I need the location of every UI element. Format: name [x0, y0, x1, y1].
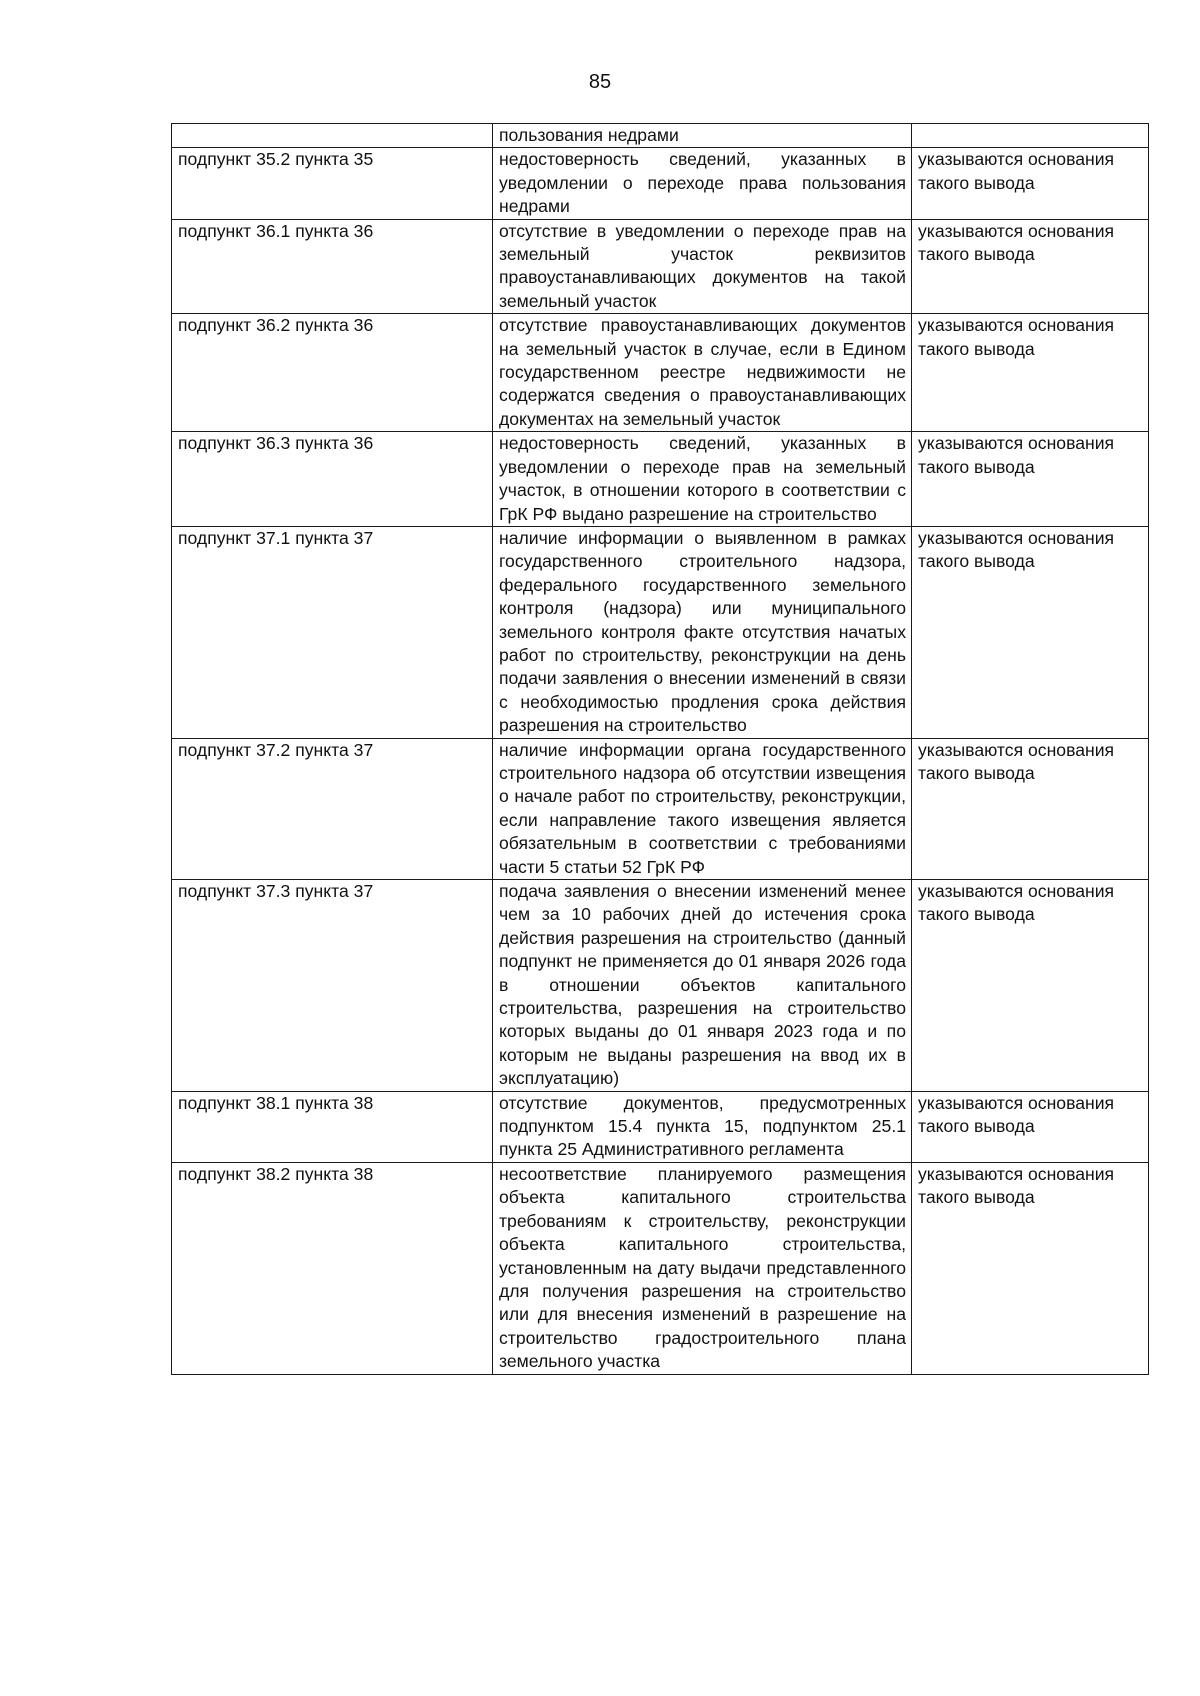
row-basis: указываются основания такого вывода	[912, 314, 1149, 432]
row-description: пользования недрами	[493, 124, 912, 148]
row-description: недостоверность сведений, указанных в уведомлении о переходе права пользования недрами	[493, 148, 912, 219]
row-description: отсутствие правоустанавливающих документов на земельный участок в случае, если в Едином государственном реестре недвижимости не содержатся сведения о правоустанавливающих документах на земельный участок	[493, 314, 912, 432]
table-row	[172, 738, 1149, 879]
row-reference: подпункт 37.2 пункта 37	[172, 738, 493, 879]
table-row	[172, 148, 1149, 219]
row-reference: подпункт 36.1 пункта 36	[172, 219, 493, 314]
table-row	[172, 1091, 1149, 1162]
row-basis: указываются основания такого вывода	[912, 526, 1149, 738]
row-reference: подпункт 36.3 пункта 36	[172, 432, 493, 527]
row-reference: подпункт 38.1 пункта 38	[172, 1091, 493, 1162]
row-description: отсутствие в уведомлении о переходе прав на земельный участок реквизитов правоустанавливающих документов на такой земельный участок	[493, 219, 912, 314]
row-reference: подпункт 37.1 пункта 37	[172, 526, 493, 738]
row-reference: подпункт 38.2 пункта 38	[172, 1162, 493, 1374]
table-row	[172, 219, 1149, 314]
row-basis	[912, 124, 1149, 148]
grounds-table	[171, 123, 1149, 1375]
row-basis: указываются основания такого вывода	[912, 738, 1149, 879]
row-reference: подпункт 36.2 пункта 36	[172, 314, 493, 432]
row-reference	[172, 124, 493, 148]
table-row	[172, 314, 1149, 432]
row-basis: указываются основания такого вывода	[912, 1091, 1149, 1162]
table-row	[172, 124, 1149, 148]
row-reference: подпункт 37.3 пункта 37	[172, 880, 493, 1092]
page-number: 85	[588, 71, 612, 93]
table-row	[172, 880, 1149, 1092]
row-reference: подпункт 35.2 пункта 35	[172, 148, 493, 219]
row-description: недостоверность сведений, указанных в уведомлении о переходе прав на земельный участок, в отношении которого в соответствии с ГрК РФ выдано разрешение на строительство	[493, 432, 912, 527]
table-row	[172, 1162, 1149, 1374]
row-description: наличие информации о выявленном в рамках государственного строительного надзора, федерального государственного земельного контроля (надзора) или муниципального земельного контроля факте отсутствия начатых работ по строительству, реконструкции на день подачи заявления о внесении изменений в связи с необходимостью продления срока действия разрешения на строительство	[493, 526, 912, 738]
row-description: наличие информации органа государственного строительного надзора об отсутствии извещения о начале работ по строительству, реконструкции, если направление такого извещения является обязательным в соответствии с требованиями части 5 статьи 52 ГрК РФ	[493, 738, 912, 879]
row-description: несоответствие планируемого размещения объекта капитального строительства требованиям к строительству, реконструкции объекта капитального строительства, установленным на дату выдачи представленного для получения разрешения на строительство или для внесения изменений в разрешение на строительство градостроительного плана земельного участка	[493, 1162, 912, 1374]
row-description: подача заявления о внесении изменений менее чем за 10 рабочих дней до истечения срока действия разрешения на строительство (данный подпункт не применяется до 01 января 2026 года в отношении объектов капитального строительства, разрешения на строительство которых выданы до 01 января 2023 года и по которым не выданы разрешения на ввод их в эксплуатацию)	[493, 880, 912, 1092]
row-description: отсутствие документов, предусмотренных подпунктом 15.4 пункта 15, подпунктом 25.1 пункта 25 Административного регламента	[493, 1091, 912, 1162]
row-basis: указываются основания такого вывода	[912, 148, 1149, 219]
row-basis: указываются основания такого вывода	[912, 880, 1149, 1092]
row-basis: указываются основания такого вывода	[912, 1162, 1149, 1374]
table-row	[172, 526, 1149, 738]
row-basis: указываются основания такого вывода	[912, 432, 1149, 527]
table-row	[172, 432, 1149, 527]
row-basis: указываются основания такого вывода	[912, 219, 1149, 314]
